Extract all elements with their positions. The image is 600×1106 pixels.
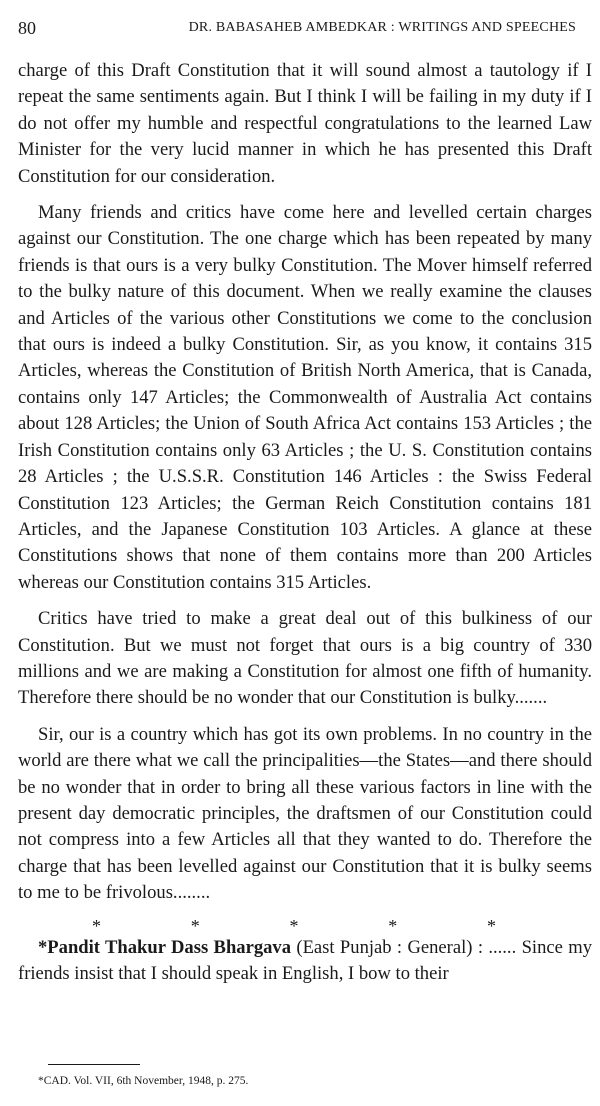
page-header	[18, 18, 576, 40]
separator-star: *	[487, 915, 496, 936]
speaker-text: (East Punjab : General) : ...... Since my friends insist that I should speak in English, I bow to their	[18, 936, 592, 984]
footnote-rule	[48, 1064, 140, 1065]
paragraph-continued: charge of this Draft Constitution that it will sound almost a tautology if I repeat the same sentiments again. But I think I will be failing in my duty if I do not offer my humble and respectful congratulations to the learned Law Minister for the very lucid manner in which he has presented this Draft Constitution for our consideration.	[18, 60, 592, 187]
separator-star: *	[92, 915, 101, 936]
section-separator	[18, 913, 592, 935]
paragraph-own-problems: Sir, our is a country which has got its own problems. In no country in the world are there what we call the principalities—the States—and there should be no wonder that in order to bring all these various factors in line with the present day democratic principles, the draftsmen of our Constitution could not compress into a few Articles all that they wanted to do. Therefore the charge that has been levelled against our Constitution that it is bulky seems to me to be frivolous........	[18, 723, 592, 904]
separator-star: *	[190, 915, 200, 936]
footnote: *CAD. Vol. VII, 6th November, 1948, p. 275.	[38, 1075, 249, 1087]
paragraph-bulky-charge: Many friends and critics have come here and levelled certain charges against our Constitution. The one charge which has been repeated by many friends is that ours is a very bulky Constitution. The Mover himself referred to the bulky nature of this document. When we really examine the clauses and Articles of the various other Constitutions we come to the conclusion that ours is indeed a bulky Constitution. Sir, as you know, it contains 315 Articles, whereas the Constitution of British North America, that is Canada, contains only 147 Articles; the Commonwealth of Australia Act contains about 128 Articles; the Union of South Africa Act contains 153 Articles ; the Irish Constitution contains only 63 Articles ; the U. S. Constitution contains 28 Articles ; the U.S.S.R. Constitution 146 Articles : the Swiss Federal Constitution 123 Articles; the German Reich Constitution contains 181 Articles, and the Japanese Constitution 103 Articles. A glance at these Constitutions shows that none of them contains more than 200 Articles whereas our Constitution contains 315 Articles.	[18, 202, 592, 593]
running-head: DR. BABASAHEB AMBEDKAR : WRITINGS AND SPEECHES	[188, 20, 576, 35]
page-number: 80	[18, 18, 36, 38]
paragraph-bhargava	[18, 935, 592, 988]
paragraph-big-country: Critics have tried to make a great deal out of this bulkiness of our Constitution. But we must not forget that ours is a big country of 330 millions and we are making a Constitution for almost one fifth of humanity. Therefore there should be no wonder that our Constitution is bulky.......	[18, 608, 592, 709]
speaker-name: *Pandit Thakur Dass Bhargava	[38, 936, 292, 958]
separator-star: *	[289, 915, 299, 936]
separator-star: *	[388, 915, 398, 936]
body-text	[18, 58, 592, 987]
